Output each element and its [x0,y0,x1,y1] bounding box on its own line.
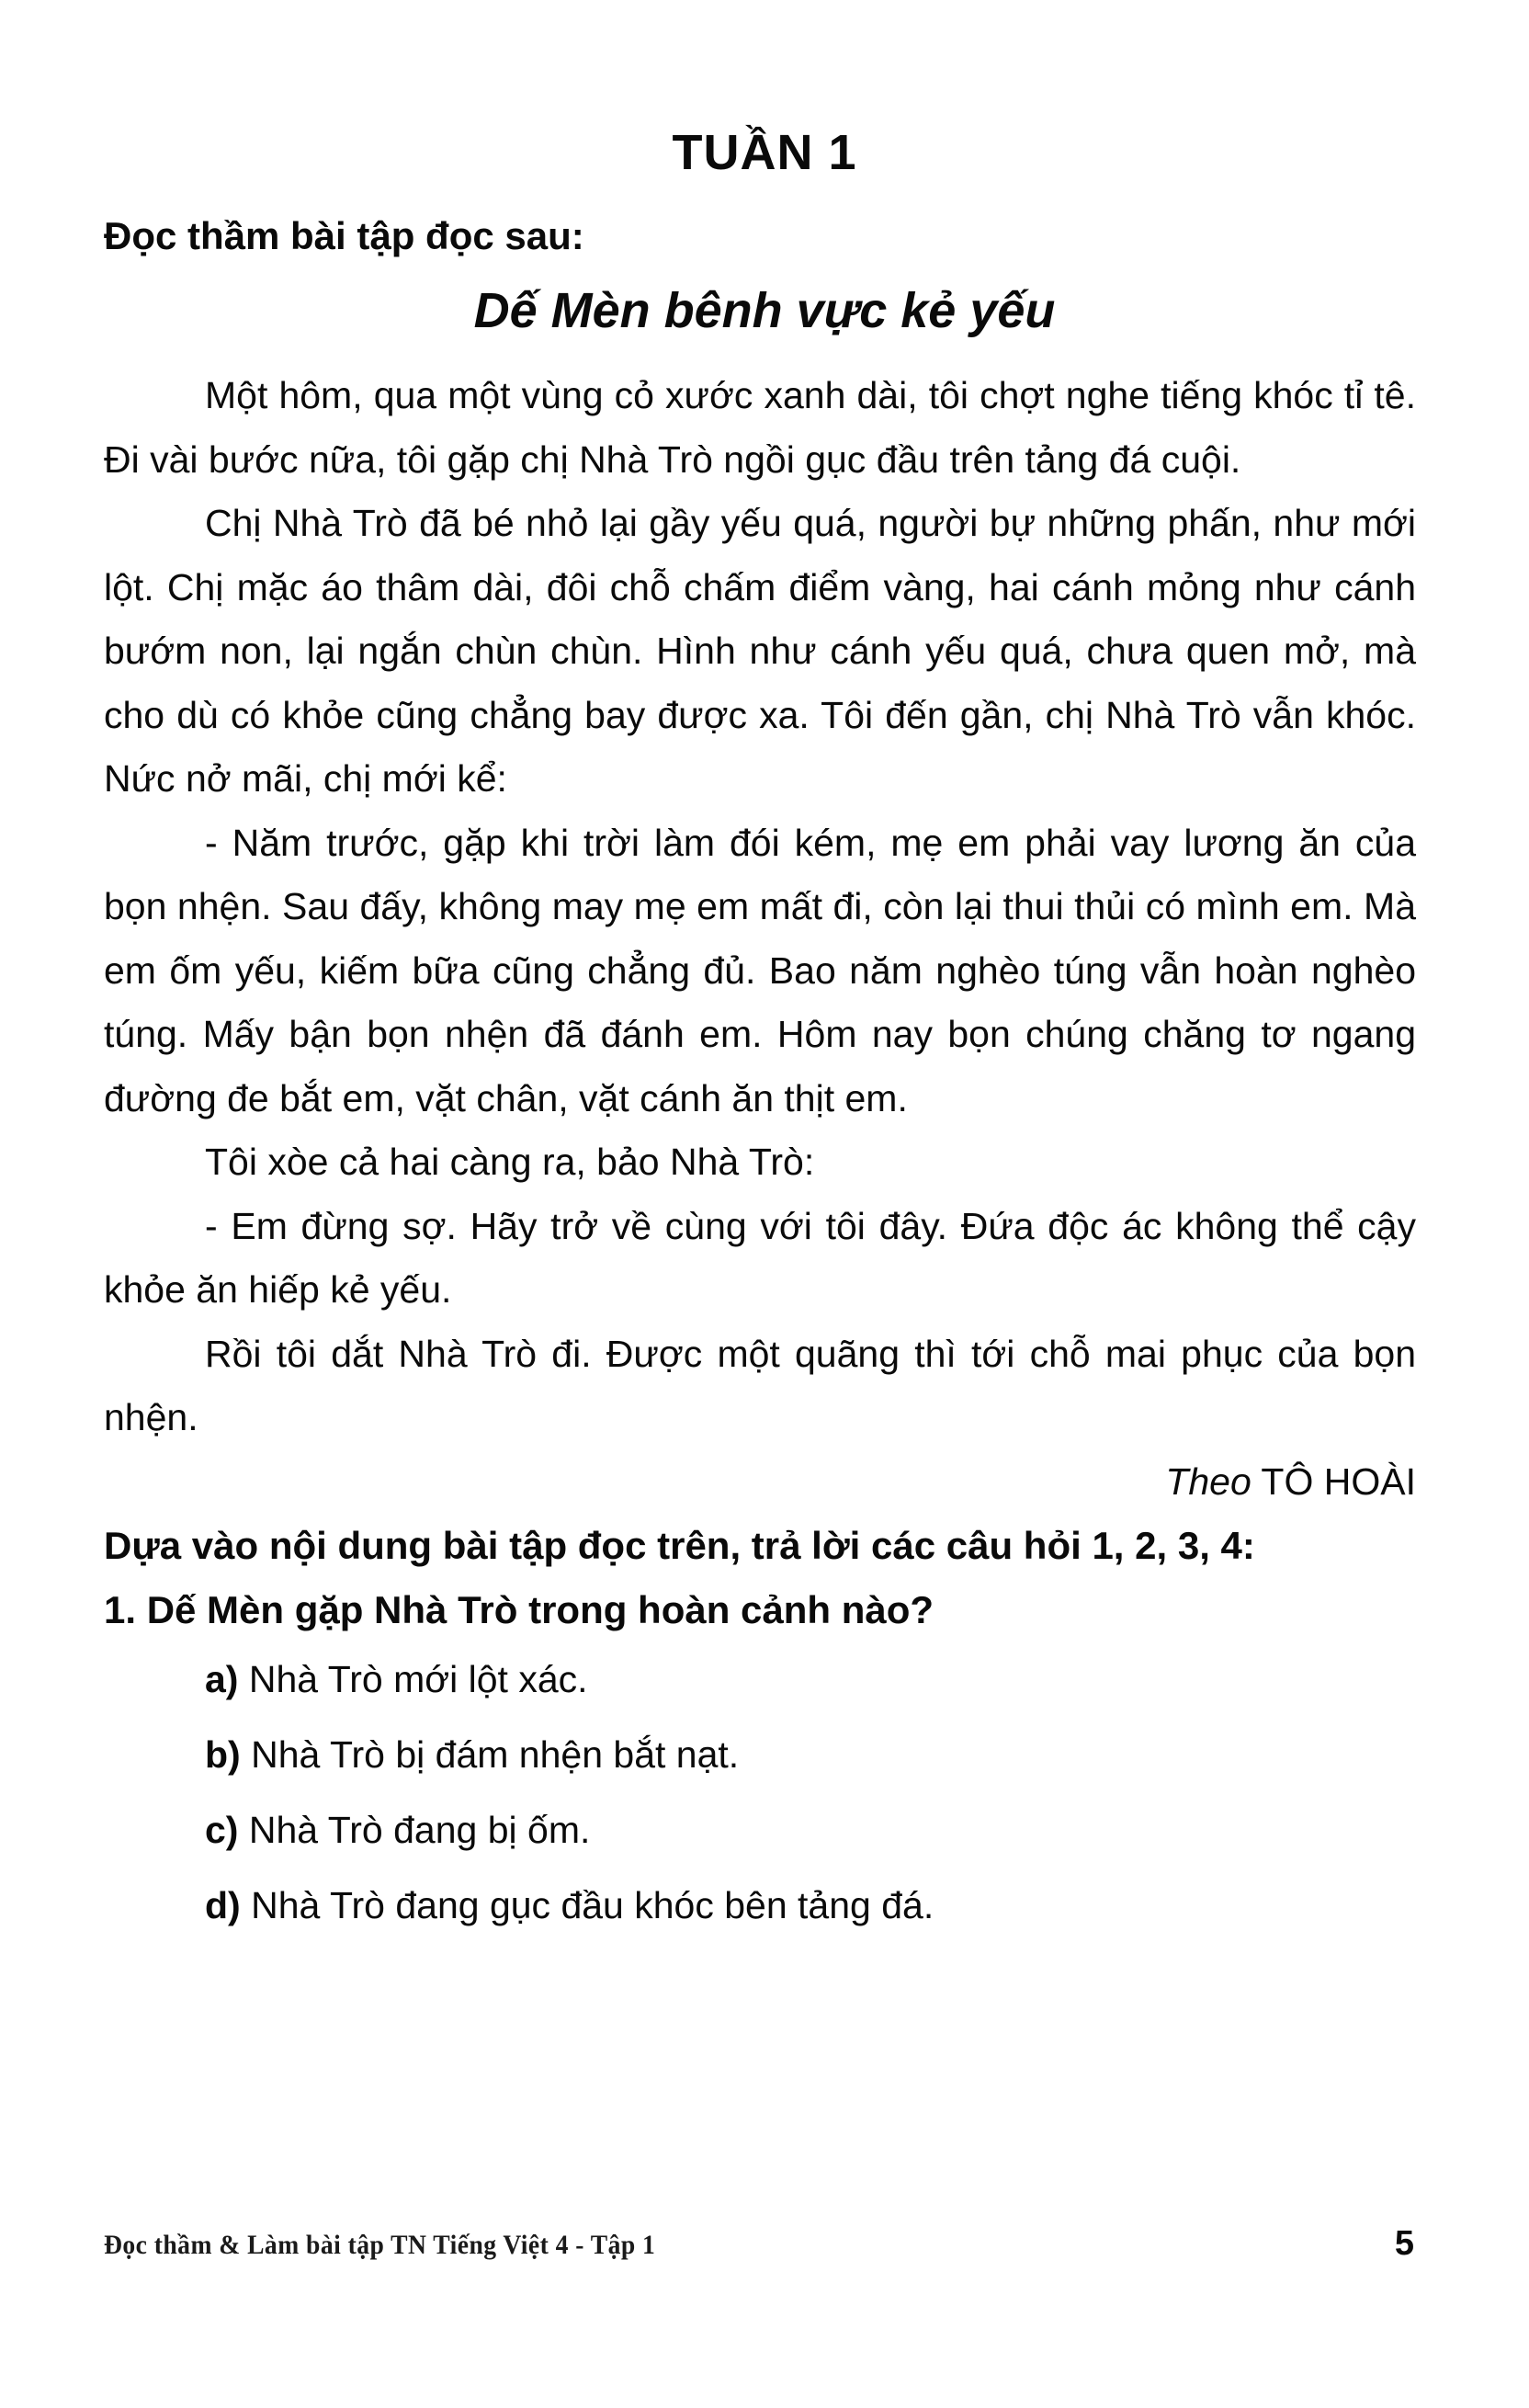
answer-options [104,1641,1416,1943]
story-body [104,364,1416,1943]
answer-option-b[interactable] [104,1717,1416,1792]
option-text: Nhà Trò đang bị ốm. [248,1809,591,1851]
attribution [104,1450,1416,1515]
story-paragraph: Rồi tôi dắt Nhà Trò đi. Được một quãng thì tới chỗ mai phục của bọn nhện. [104,1332,1416,1438]
option-text: Nhà Trò bị đám nhện bắt nạt. [251,1733,740,1776]
option-letter: c) [205,1809,239,1851]
story-paragraph: - Em đừng sợ. Hãy trở về cùng với tôi đây. Đứa độc ác không thể cậy khỏe ăn hiếp kẻ yếu. [104,1204,1416,1311]
option-letter: a) [205,1658,239,1700]
question-text: 1. Dế Mèn gặp Nhà Trò trong hoàn cảnh nào? [104,1587,934,1631]
reading-instruction: Đọc thầm bài tập đọc sau: [104,214,584,257]
story-paragraph: Một hôm, qua một vùng cỏ xước xanh dài, tôi chợt nghe tiếng khóc tỉ tê. Đi vài bước nữa, tôi gặp chị Nhà Trò ngồi gục đầu trên tảng đá cuội. [104,374,1416,481]
story-title: Dế Mèn bênh vực kẻ yếu [473,283,1056,338]
answer-option-c[interactable] [104,1792,1416,1868]
footer-book-title: Đọc thầm & Làm bài tập TN Tiếng Việt 4 - Tập 1 [104,2230,656,2260]
option-text: Nhà Trò mới lột xác. [248,1658,588,1700]
questions-heading: Dựa vào nội dung bài tập đọc trên, trả lời các câu hỏi 1, 2, 3, 4: [104,1524,1255,1567]
story-paragraph: - Năm trước, gặp khi trời làm đói kém, mẹ em phải vay lương ăn của bọn nhện. Sau đấy, không may mẹ em mất đi, còn lại thui thủi có mình em. Mà em ốm yếu, kiếm bữa cũng chẳng đủ. Bao năm nghèo túng vẫn hoàn nghèo túng. Mấy bận bọn nhện đã đánh em. Hôm nay bọn chúng chăng tơ ngang đường đe bắt em, vặt chân, vặt cánh ăn thịt em. [104,821,1416,1119]
answer-option-d[interactable] [104,1868,1416,1943]
story-paragraph: Tôi xòe cả hai càng ra, bảo Nhà Trò: [205,1141,815,1183]
page-footer [104,2224,1416,2270]
attribution-prefix: Theo [1165,1460,1252,1503]
option-letter: d) [205,1884,241,1926]
week-title: TUẦN 1 [672,125,857,180]
option-letter: b) [205,1733,241,1776]
question-block [104,1578,1416,1944]
story-paragraph: Chị Nhà Trò đã bé nhỏ lại gầy yếu quá, người bự những phấn, như mới lột. Chị mặc áo thâm dài, đôi chỗ chấm điểm vàng, hai cánh mỏng như cánh bướm non, lại ngắn chùn chùn. Hình như cánh yếu quá, chưa quen mở, mà cho dù có khỏe cũng chẳng bay được xa. Tôi đến gần, chị Nhà Trò vẫn khóc. Nức nở mãi, chị mới kể: [104,502,1416,800]
answer-option-a[interactable] [104,1641,1416,1717]
attribution-author: TÔ HOÀI [1261,1460,1416,1503]
page-number: 5 [1394,2224,1414,2263]
option-text: Nhà Trò đang gục đầu khóc bên tảng đá. [251,1884,934,1926]
